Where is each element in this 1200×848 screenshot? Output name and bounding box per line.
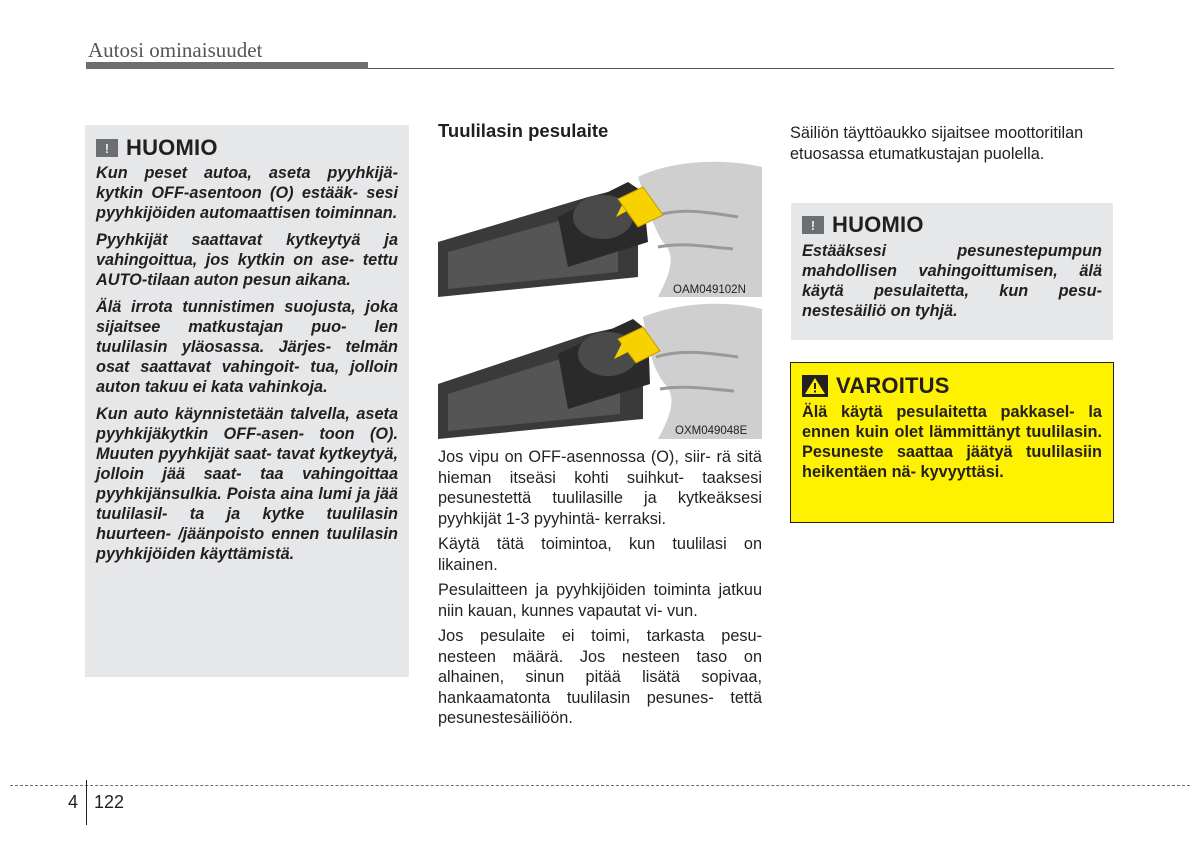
caution-icon: ! — [802, 216, 824, 234]
caution-icon: ! — [96, 139, 118, 157]
body-paragraph: Pesulaitteen ja pyyhkijöiden toiminta jatkuu niin kauan, kunnes vapautat vi- vun. — [438, 581, 762, 620]
caution-title: HUOMIO — [832, 212, 924, 237]
body-paragraph: Käytä tätä toimintoa, kun tuulilasi on likainen. — [438, 535, 762, 574]
caution-paragraph: Estääksesi pesunestepumpun mahdollisen vahingoittumisen, älä käytä pesulaitetta, kun pesu- nestesäiliö on tyhjä. — [802, 242, 1102, 320]
footer-rule — [10, 785, 1190, 786]
caution-box — [791, 203, 1113, 340]
caution-paragraph: Pyyhkijät saattavat kytkeytyä ja vahingoittua, jos kytkin on ase- tettu AUTO-tilaan auton pesun aikana. — [96, 231, 398, 289]
caution-title: HUOMIO — [126, 135, 218, 160]
right-column-intro-block — [790, 123, 1114, 169]
header-bar — [86, 62, 368, 69]
warning-paragraph: Älä käytä pesulaitetta pakkasel- la ennen kuin olet lämmittänyt tuulilasin. Pesuneste saattaa jäätyä tuulilasiin heikentäen nä- kyvyyttäsi. — [802, 403, 1102, 481]
warning-title: VAROITUS — [836, 373, 950, 398]
wiper-stalk-illustration-a — [438, 157, 762, 297]
page-number: 122 — [94, 792, 125, 812]
warning-title-row — [802, 373, 1102, 399]
caution-paragraph: Kun auto käynnistetään talvella, aseta pyyhkijäkytkin OFF-asen- toon (O). Muuten pyyhkijät saat- tavat kytkeytyä, jolloin jää saat- taa vahingoittaa pyyhkijänsulkia. Poista aina lumi ja jää tuulilasil- ta ja kytke tuulilasin huurteen- /jäänpoisto ennen tuulilasin pyyhkijöiden käyttämistä. — [96, 405, 398, 563]
footer-divider — [86, 780, 87, 825]
caution-title-row — [96, 135, 398, 161]
body-paragraph: Jos pesulaite ei toimi, tarkasta pesu- nesteen määrä. Jos nesteen taso on alhainen, sinun pitää lisätä sopivaa, hankaamatonta tuulilasin pesunes- tettä pesunestesäiliöön. — [438, 627, 762, 727]
chapter-number: 4 — [68, 792, 79, 812]
section-heading: Tuulilasin pesulaite — [438, 120, 609, 141]
caution-box — [85, 125, 409, 677]
warning-triangle-icon — [802, 375, 828, 397]
running-header: Autosi ominaisuudet — [88, 38, 263, 62]
figure-code: OXM049048E — [675, 425, 748, 437]
header-rule — [368, 68, 1114, 69]
figure-code: OAM049102N — [673, 284, 746, 296]
caution-title-row — [802, 212, 1102, 238]
caution-paragraph: Älä irrota tunnistimen suojusta, joka sijaitsee matkustajan puo- len tuulilasin yläosassa. Järjes- telmän osat saattavat vahingoit- tua, jolloin auton takuu ei kata vahinkoja. — [96, 298, 398, 396]
body-column — [438, 447, 762, 734]
body-paragraph: Jos vipu on OFF-asennossa (O), siir- rä sitä hieman itseäsi kohti suihkut- taaksesi pesunestettä tuulilasille ja kytkeäksesi pyyhkijät 1-3 pyyhintä- kerraksi. — [438, 448, 762, 528]
caution-paragraph: Kun peset autoa, aseta pyyhkijä- kytkin OFF-asentoon (O) estääk- sesi pyyhkijöiden automaattisen toiminnan. — [96, 164, 398, 222]
body-paragraph: Säiliön täyttöaukko sijaitsee moottoritilan etuosassa etumatkustajan puolella. — [790, 124, 1084, 163]
warning-box — [790, 362, 1114, 523]
wiper-stalk-illustration-b — [438, 299, 762, 439]
